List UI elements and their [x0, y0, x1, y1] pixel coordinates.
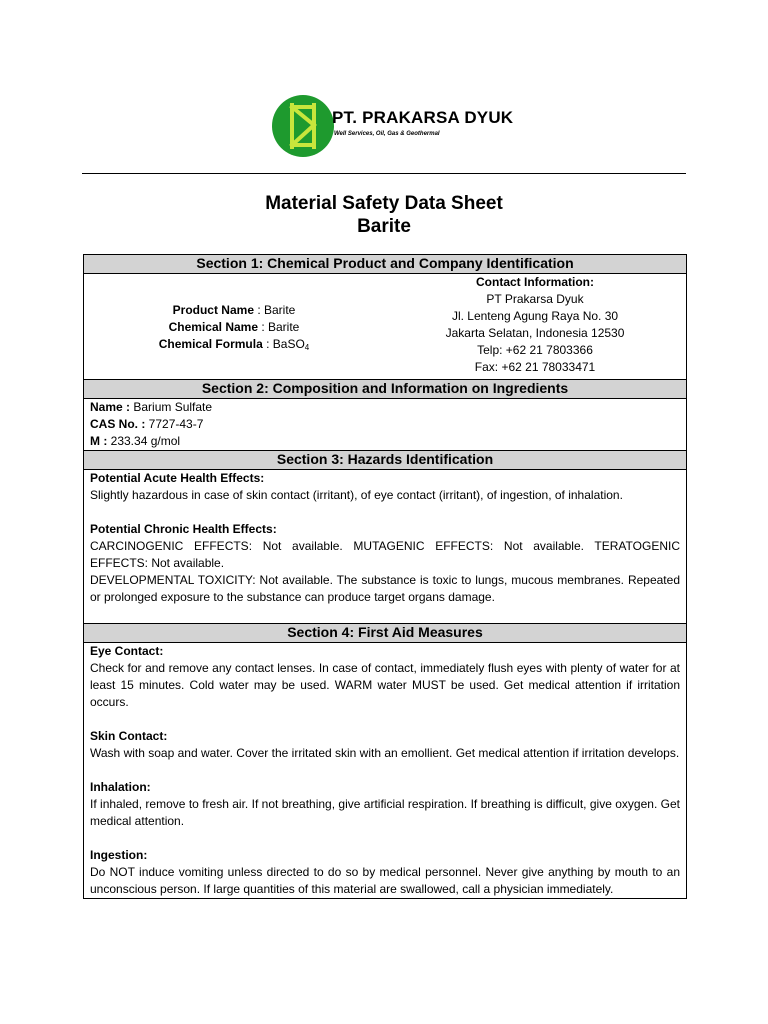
- inhalation-text: If inhaled, remove to fresh air. If not breathing, give artificial respiration. If breathing is difficult, give oxygen. Get medical attention.: [90, 797, 680, 828]
- skin-contact-text: Wash with soap and water. Cover the irritated skin with an emollient. Get medical attention if irritation develops.: [90, 746, 680, 760]
- inhalation-heading: Inhalation:: [90, 780, 151, 794]
- section3-heading: Section 3: Hazards Identification: [84, 451, 686, 470]
- contact-heading: Contact Information:: [476, 275, 594, 289]
- contact-company: PT Prakarsa Dyuk: [486, 292, 584, 306]
- eye-contact-text: Check for and remove any contact lenses. In case of contact, immediately flush eyes with plenty of water for at least 15 minutes. Cold water may be used. WARM water MUST be used. Get medical attention if irritation occurs.: [90, 661, 680, 709]
- section1-body: [84, 274, 686, 380]
- ingredient-name-label: Name :: [90, 400, 131, 414]
- chronic-effects-heading: Potential Chronic Health Effects:: [90, 522, 277, 536]
- product-name-value: : Barite: [254, 303, 296, 317]
- contact-city: Jakarta Selatan, Indonesia 12530: [445, 326, 625, 340]
- section1-heading: Section 1: Chemical Product and Company Identification: [84, 255, 686, 274]
- ingredient-name-value: Barium Sulfate: [130, 400, 213, 414]
- ingestion-text: Do NOT induce vomiting unless directed to do so by medical personnel. Never give anything by mouth to an unconscious person. If large quantities of this material are swallowed, call a physician immediately.: [90, 865, 680, 896]
- company-logo: [272, 95, 514, 157]
- contact-fax: Fax: +62 21 78033471: [474, 360, 596, 374]
- product-name-label: Product Name: [172, 303, 254, 317]
- chemical-name-value: : Barite: [258, 320, 300, 334]
- chronic-effects-text: CARCINOGENIC EFFECTS: Not available. MUTAGENIC EFFECTS: Not available. TERATOGENIC EFFECTS: Not available.: [90, 539, 680, 570]
- cas-number-label: CAS No. :: [90, 417, 146, 431]
- contact-street: Jl. Lenteng Agung Raya No. 30: [451, 309, 619, 323]
- document-title-line1: Material Safety Data Sheet: [265, 193, 503, 214]
- contact-phone: Telp: +62 21 7803366: [477, 343, 593, 357]
- section2-body: [84, 399, 686, 451]
- chemical-formula-label: Chemical Formula: [158, 337, 263, 351]
- product-identification: [84, 274, 384, 379]
- contact-information: [384, 274, 686, 379]
- document-title-line2: Barite: [357, 216, 411, 237]
- logo-company-name: PT. PRAKARSA DYUK: [332, 108, 514, 127]
- developmental-toxicity-text: DEVELOPMENTAL TOXICITY: Not available. The substance is toxic to lungs, mucous membranes. Repeated or prolonged exposure to the substance can produce target organs damage.: [90, 573, 680, 604]
- skin-contact-heading: Skin Contact:: [90, 729, 168, 743]
- chemical-name-label: Chemical Name: [168, 320, 258, 334]
- section4-heading: Section 4: First Aid Measures: [84, 624, 686, 643]
- molar-mass-value: 233.34 g/mol: [107, 434, 181, 448]
- acute-effects-text: Slightly hazardous in case of skin contact (irritant), of eye contact (irritant), of ingestion, of inhalation.: [90, 488, 623, 502]
- cas-number-value: 7727-43-7: [145, 417, 204, 431]
- section3-body: [84, 470, 686, 624]
- eye-contact-heading: Eye Contact:: [90, 644, 164, 658]
- logo-mark-icon: [272, 95, 334, 157]
- logo-tagline: Well Services, Oil, Gas & Geothermal: [334, 131, 440, 137]
- section2-heading: Section 2: Composition and Information on Ingredients: [84, 380, 686, 399]
- msds-sheet: [83, 254, 687, 899]
- header-divider: [82, 173, 686, 174]
- section4-body: [84, 643, 686, 898]
- molar-mass-label: M :: [90, 434, 108, 448]
- document-title: [0, 192, 768, 238]
- chemical-formula-subscript: 4: [304, 343, 310, 352]
- acute-effects-heading: Potential Acute Health Effects:: [90, 471, 265, 485]
- ingestion-heading: Ingestion:: [90, 848, 148, 862]
- chemical-formula-value: : BaSO: [262, 337, 305, 351]
